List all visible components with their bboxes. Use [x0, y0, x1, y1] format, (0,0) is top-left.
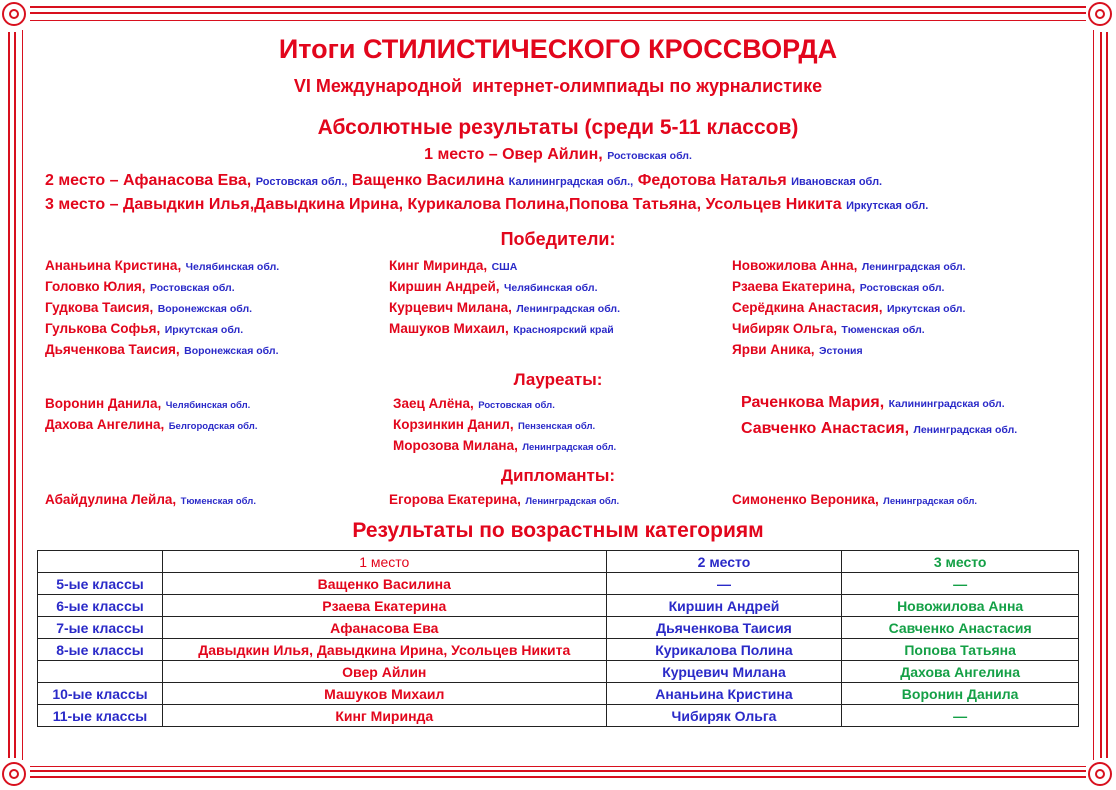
- list-item: [389, 320, 614, 338]
- person-region: Ленинградская обл.: [913, 424, 1018, 436]
- third-place-cell: Попова Татьяна: [842, 639, 1079, 661]
- third-place-cell: —: [842, 573, 1079, 595]
- person-region: Ростовская обл.: [478, 400, 555, 411]
- person-region: Ленинградская обл.: [861, 261, 966, 273]
- frame-bottom-line: [30, 770, 1086, 772]
- second-place-cell: Курикалова Полина: [606, 639, 842, 661]
- person-region: Тюменская обл.: [180, 496, 256, 507]
- list-item: [45, 257, 279, 275]
- person-region: Ленинградская обл.: [522, 442, 617, 453]
- list-item: [389, 491, 619, 509]
- second-place-cell: Дьяченкова Таисия: [606, 617, 842, 639]
- frame-left-line-inner: [14, 32, 16, 758]
- first-place-cell: Машуков Михаил: [162, 683, 606, 705]
- person-name: Заец Алёна,: [393, 396, 474, 411]
- first-place-line: [0, 146, 1116, 164]
- frame-inner-top: [30, 20, 1086, 21]
- third-place-cell: Воронин Данила: [842, 683, 1079, 705]
- frame-left-line: [8, 32, 10, 758]
- first-place-cell: Овер Айлин: [162, 661, 606, 683]
- list-item: [393, 437, 616, 455]
- person-region: Ленинградская обл.: [525, 496, 620, 507]
- first-place-region: Ростовская обл.: [607, 150, 692, 162]
- second-place-cell: Ананьина Кристина: [606, 683, 842, 705]
- table-header-cell: 2 место: [606, 551, 842, 573]
- person-region: Белгородская обл.: [168, 421, 258, 432]
- table-row: [38, 595, 1079, 617]
- person-name: Морозова Милана,: [393, 438, 518, 453]
- list-item: [45, 341, 279, 359]
- person-region: Ростовская обл.: [149, 282, 235, 294]
- table-row: [38, 639, 1079, 661]
- list-item: [741, 420, 1017, 438]
- frame-right-line-inner: [1106, 32, 1108, 758]
- second-place-line: [45, 172, 882, 190]
- absolute-results-heading: Абсолютные результаты (среди 5-11 классов): [317, 116, 799, 139]
- grade-cell: 11-ые классы: [38, 705, 163, 727]
- person-name: Машуков Михаил,: [389, 321, 509, 336]
- person-region: Воронежская обл.: [184, 345, 279, 357]
- person-name: Чибиряк Ольга,: [732, 321, 837, 336]
- second-place-region-2: Калининградская обл.,: [508, 176, 634, 188]
- table-row: [38, 617, 1079, 639]
- person-region: Ленинградская обл.: [883, 496, 977, 507]
- list-item: [732, 491, 977, 509]
- list-item: [389, 299, 620, 317]
- person-region: Ростовская обл.: [859, 282, 945, 294]
- person-region: Воронежская обл.: [157, 303, 253, 315]
- second-place-region-1: Ростовская обл.,: [255, 176, 348, 188]
- winners-heading: Победители:: [500, 229, 616, 249]
- person-name: Ананьина Кристина,: [45, 258, 182, 273]
- person-name: Новожилова Анна,: [732, 258, 858, 273]
- age-results-heading: Результаты по возрастным категориям: [352, 519, 764, 542]
- frame-bottom-line-inner: [30, 776, 1086, 778]
- first-place-cell: Ващенко Василина: [162, 573, 606, 595]
- diplomants-heading: Дипломанты:: [500, 466, 616, 485]
- person-region: США: [491, 261, 518, 273]
- corner-ornament-top-left: [2, 2, 26, 26]
- list-item: [732, 257, 966, 275]
- list-item: [45, 491, 256, 509]
- grade-cell: 7-ые классы: [38, 617, 163, 639]
- person-region: Иркутская обл.: [164, 324, 244, 336]
- frame-right-line: [1100, 32, 1102, 758]
- person-name: Рзаева Екатерина,: [732, 279, 856, 294]
- person-name: Егорова Екатерина,: [389, 492, 521, 507]
- list-item: [741, 394, 1005, 412]
- second-place-region-3: Ивановская обл.: [791, 176, 883, 188]
- grade-cell: 8-ые классы: [38, 639, 163, 661]
- person-name: Киршин Андрей,: [389, 279, 500, 294]
- list-item: [45, 416, 257, 434]
- third-place-region: Иркутская обл.: [846, 200, 929, 212]
- person-name: Корзинкин Данил,: [393, 417, 514, 432]
- person-name: Серёдкина Анастасия,: [732, 300, 883, 315]
- first-place-cell: Давыдкин Илья, Давыдкина Ирина, Усольцев Никита: [162, 639, 606, 661]
- list-item: [732, 278, 944, 296]
- list-item: [732, 299, 965, 317]
- second-place-name-2: Ващенко Василина: [351, 172, 505, 189]
- person-name: Ярви Аника,: [732, 342, 815, 357]
- table-row: [38, 661, 1079, 683]
- corner-ornament-bottom-right: [1088, 762, 1112, 786]
- person-region: Пензенская обл.: [518, 421, 596, 432]
- table-header-cell: 3 место: [842, 551, 1079, 573]
- grade-cell: [38, 661, 163, 683]
- third-place-cell: Савченко Анастасия: [842, 617, 1079, 639]
- third-place-line: [45, 196, 928, 214]
- third-place-cell: —: [842, 705, 1079, 727]
- person-name: Кинг Миринда,: [389, 258, 488, 273]
- person-region: Тюменская обл.: [841, 324, 925, 336]
- corner-ornament-top-right: [1088, 2, 1112, 26]
- frame-top-line: [30, 6, 1086, 8]
- list-item: [45, 299, 252, 317]
- table-row: [38, 705, 1079, 727]
- person-name: Дьяченкова Таисия,: [45, 342, 180, 357]
- person-region: Челябинская обл.: [185, 261, 280, 273]
- list-item: [732, 341, 863, 359]
- person-name: Курцевич Милана,: [389, 300, 512, 315]
- list-item: [393, 395, 555, 413]
- first-place-cell: Афанасова Ева: [162, 617, 606, 639]
- table-row: [38, 683, 1079, 705]
- person-name: Гулькова Софья,: [45, 321, 161, 336]
- second-place-name-1: 2 место – Афанасова Ева,: [45, 172, 252, 189]
- page-title: Итоги СТИЛИСТИЧЕСКОГО КРОССВОРДА: [278, 34, 838, 64]
- list-item: [45, 320, 243, 338]
- age-results-table: [37, 550, 1079, 727]
- person-region: Калининградская обл.: [888, 398, 1005, 410]
- table-header-cell: 1 место: [162, 551, 606, 573]
- person-name: Воронин Данила,: [45, 396, 162, 411]
- first-place-cell: Рзаева Екатерина: [162, 595, 606, 617]
- person-name: Абайдулина Лейла,: [45, 492, 177, 507]
- third-place-cell: Новожилова Анна: [842, 595, 1079, 617]
- person-name: Симоненко Вероника,: [732, 492, 879, 507]
- person-region: Иркутская обл.: [886, 303, 966, 315]
- laureates-heading: Лауреаты:: [513, 370, 603, 389]
- second-place-cell: Чибиряк Ольга: [606, 705, 842, 727]
- person-region: Эстония: [818, 345, 863, 357]
- second-place-name-3: Федотова Наталья: [637, 172, 787, 189]
- table-header-row: [38, 551, 1079, 573]
- list-item: [732, 320, 925, 338]
- list-item: [45, 278, 235, 296]
- person-name: Раченкова Мария,: [741, 394, 885, 411]
- list-item: [45, 395, 250, 413]
- list-item: [389, 257, 517, 275]
- table-header-cell: [38, 551, 163, 573]
- person-region: Красноярский край: [513, 324, 614, 336]
- list-item: [389, 278, 598, 296]
- person-region: Челябинская обл.: [165, 400, 251, 411]
- person-name: Савченко Анастасия,: [741, 420, 910, 437]
- third-place-names: 3 место – Давыдкин Илья,Давыдкина Ирина, Курикалова Полина,Попова Татьяна, Усольцев Никита: [45, 196, 842, 213]
- grade-cell: 10-ые классы: [38, 683, 163, 705]
- frame-inner-bottom: [30, 766, 1086, 767]
- second-place-cell: Курцевич Милана: [606, 661, 842, 683]
- frame-top-line-inner: [30, 12, 1086, 14]
- grade-cell: 5-ые классы: [38, 573, 163, 595]
- page-subtitle: VI Международной интернет-олимпиады по журналистике: [293, 76, 823, 96]
- list-item: [393, 416, 595, 434]
- person-name: Гудкова Таисия,: [45, 300, 154, 315]
- person-region: Ленинградская обл.: [516, 303, 621, 315]
- first-place-cell: Кинг Миринда: [162, 705, 606, 727]
- person-name: Дахова Ангелина,: [45, 417, 165, 432]
- second-place-cell: —: [606, 573, 842, 595]
- grade-cell: 6-ые классы: [38, 595, 163, 617]
- person-name: Головко Юлия,: [45, 279, 146, 294]
- person-region: Челябинская обл.: [503, 282, 598, 294]
- third-place-cell: Дахова Ангелина: [842, 661, 1079, 683]
- table-row: [38, 573, 1079, 595]
- corner-ornament-bottom-left: [2, 762, 26, 786]
- first-place-name: 1 место – Овер Айлин,: [424, 146, 603, 163]
- second-place-cell: Киршин Андрей: [606, 595, 842, 617]
